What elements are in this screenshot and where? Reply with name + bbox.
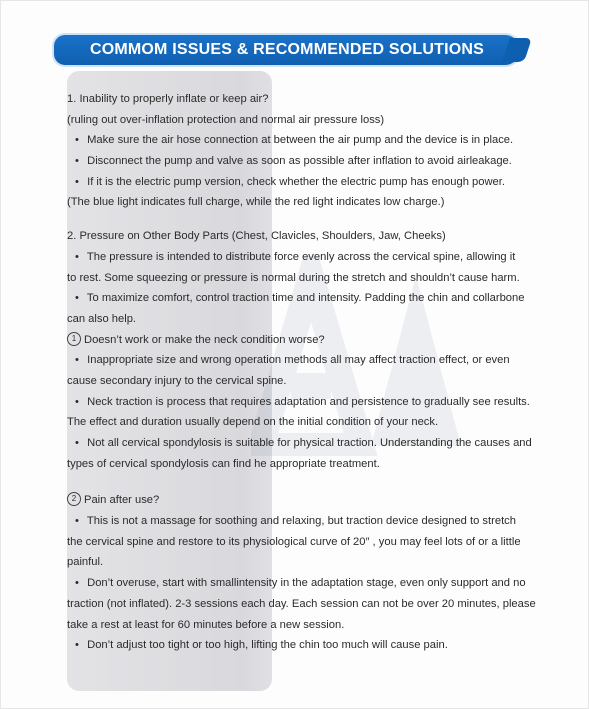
text-line: take a rest at least for 60 minutes before a new session. xyxy=(67,618,345,631)
text-line: the cervical spine and restore to its physiological curve of 20″ , you may feel lots of or a little xyxy=(67,535,521,548)
subsection-heading: 1 Doesn’t work or make the neck condition worse? xyxy=(67,330,567,351)
list-item: • To maximize comfort, control traction time and intensity. Padding the chin and collarbone xyxy=(67,288,567,309)
list-item: • This is not a massage for soothing and relaxing, but traction device designed to stretch xyxy=(67,511,567,532)
list-item: • Inappropriate size and wrong operation methods all may affect traction effect, or even xyxy=(67,350,567,371)
bullet-icon: • xyxy=(75,639,79,652)
bullet-icon: • xyxy=(75,395,79,408)
banner-tail xyxy=(502,38,532,62)
text-line: types of cervical spondylosis can find he appropriate treatment. xyxy=(67,457,380,470)
bullet-icon: • xyxy=(75,515,79,528)
list-item: • The pressure is intended to distribute force evenly across the cervical spine, allowing it xyxy=(67,247,567,268)
section-heading: 1. Inability to properly inflate or keep air? xyxy=(67,93,269,105)
circled-number-icon: 1 xyxy=(67,332,81,346)
list-item: • If it is the electric pump version, check whether the electric pump has enough power. xyxy=(67,172,567,193)
issues-content xyxy=(67,89,567,656)
text-line: can also help. xyxy=(67,312,137,325)
subsection-heading: 2 Pain after use? xyxy=(67,490,567,511)
text-line: (The blue light indicates full charge, while the red light indicates low charge.) xyxy=(67,196,445,209)
text-line: to rest. Some squeezing or pressure is normal during the stretch and shouldn’t cause harm. xyxy=(67,271,520,284)
list-item: • Don’t adjust too tight or too high, lifting the chin too much will cause pain. xyxy=(67,635,567,656)
list-item: • Neck traction is process that requires adaptation and persistence to gradually see results. xyxy=(67,392,567,413)
list-item: • Disconnect the pump and valve as soon as possible after inflation to avoid airleakage. xyxy=(67,151,567,172)
list-item: • Don’t overuse, start with smallintensity in the adaptation stage, even only support and no xyxy=(67,573,567,594)
bullet-icon: • xyxy=(75,134,79,147)
bullet-icon: • xyxy=(75,155,79,168)
bullet-icon: • xyxy=(75,175,79,188)
bullet-icon: • xyxy=(75,250,79,263)
text-line: The effect and duration usually depend on the initial condition of your neck. xyxy=(67,416,439,429)
text-line: painful. xyxy=(67,556,104,569)
bullet-icon: • xyxy=(75,577,79,590)
page-title: COMMOM ISSUES & RECOMMENDED SOLUTIONS xyxy=(89,41,485,58)
section-heading: 2. Pressure on Other Body Parts (Chest, Clavicles, Shoulders, Jaw, Cheeks) xyxy=(67,230,446,243)
list-item: • Not all cervical spondylosis is suitable for physical traction. Understanding the causes and xyxy=(67,433,567,454)
text-line: cause secondary injury to the cervical spine. xyxy=(67,374,287,387)
text-line: (ruling out over-inflation protection and normal air pressure loss) xyxy=(67,113,385,126)
bullet-icon: • xyxy=(75,354,79,367)
bullet-icon: • xyxy=(75,292,79,305)
bullet-icon: • xyxy=(75,437,79,449)
circled-number-icon: 2 xyxy=(67,492,81,506)
text-line: traction (not inflated). 2-3 sessions each day. Each session can not be over 20 minutes, please xyxy=(67,597,536,610)
list-item: • Make sure the air hose connection at between the air pump and the device is in place. xyxy=(67,130,567,151)
header-banner xyxy=(54,35,520,65)
